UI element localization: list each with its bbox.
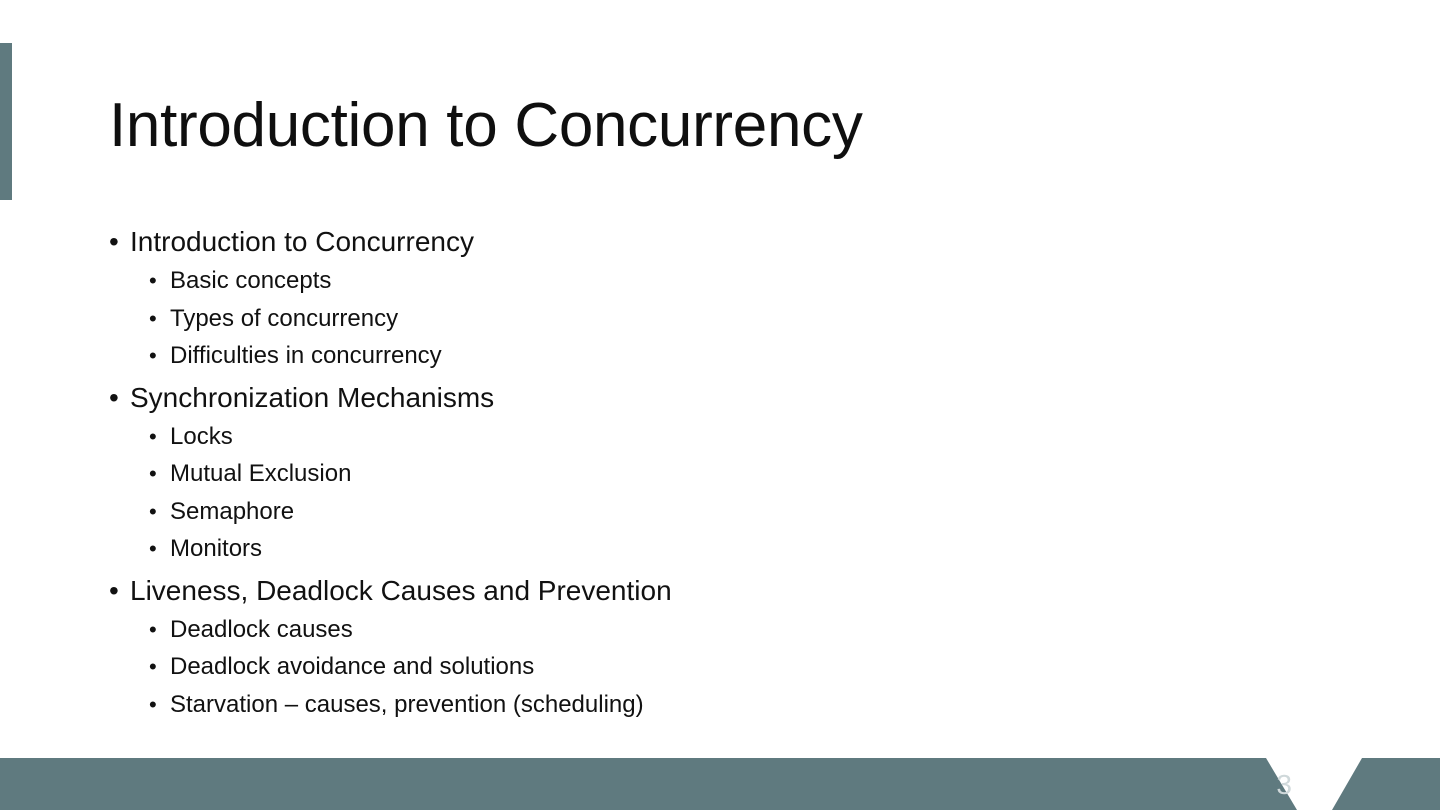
list-item-label: Deadlock causes — [170, 615, 353, 643]
footer-band-right — [1332, 758, 1440, 810]
outline-section-heading — [109, 571, 672, 611]
list-item-label: Locks — [170, 422, 233, 450]
list-item — [109, 686, 672, 724]
slide-title: Introduction to Concurrency — [109, 91, 863, 160]
list-item — [109, 418, 672, 456]
list-item-label: Difficulties in concurrency — [170, 342, 442, 369]
list-item-label: Monitors — [170, 535, 263, 562]
outline-section — [109, 378, 672, 568]
list-item-label: Deadlock avoidance and solutions — [170, 653, 535, 680]
bullet-icon: • — [109, 381, 119, 413]
bullet-icon: • — [149, 423, 157, 449]
bullet-icon: • — [149, 461, 157, 486]
list-item — [109, 455, 672, 493]
bullet-icon: • — [149, 616, 157, 642]
list-item — [109, 611, 672, 649]
list-item-label: Semaphore — [170, 497, 295, 525]
bullet-icon: • — [149, 498, 157, 524]
bullet-icon: • — [149, 654, 157, 679]
bullet-icon: • — [109, 574, 119, 606]
bullet-icon: • — [149, 343, 157, 368]
list-item-label: Types of concurrency — [170, 304, 399, 332]
slide-number: 3 — [1276, 769, 1292, 800]
list-item-label: Mutual Exclusion — [170, 460, 352, 487]
outline-section — [109, 571, 672, 724]
list-item — [109, 530, 672, 568]
list-item — [109, 262, 672, 300]
list-item-label: Basic concepts — [170, 267, 332, 294]
bullet-icon: • — [149, 691, 157, 717]
section-label: Synchronization Mechanisms — [130, 381, 495, 413]
section-label: Introduction to Concurrency — [130, 226, 474, 257]
list-item — [109, 493, 672, 531]
title-accent-bar — [0, 43, 12, 200]
slide-body — [109, 222, 672, 723]
section-label: Liveness, Deadlock Causes and Prevention — [130, 574, 672, 606]
list-item — [109, 300, 672, 338]
bullet-icon: • — [149, 268, 157, 293]
footer-band — [0, 758, 1440, 810]
list-item — [109, 337, 672, 375]
bullet-icon: • — [109, 226, 119, 257]
list-item — [109, 648, 672, 686]
outline-section-heading — [109, 222, 672, 262]
footer-band-left — [0, 758, 1297, 810]
bullet-icon: • — [149, 536, 157, 561]
outline-section — [109, 222, 672, 375]
list-item-label: Starvation – causes, prevention (scheduling) — [170, 690, 644, 718]
bullet-icon: • — [149, 305, 157, 331]
outline-section-heading — [109, 378, 672, 418]
